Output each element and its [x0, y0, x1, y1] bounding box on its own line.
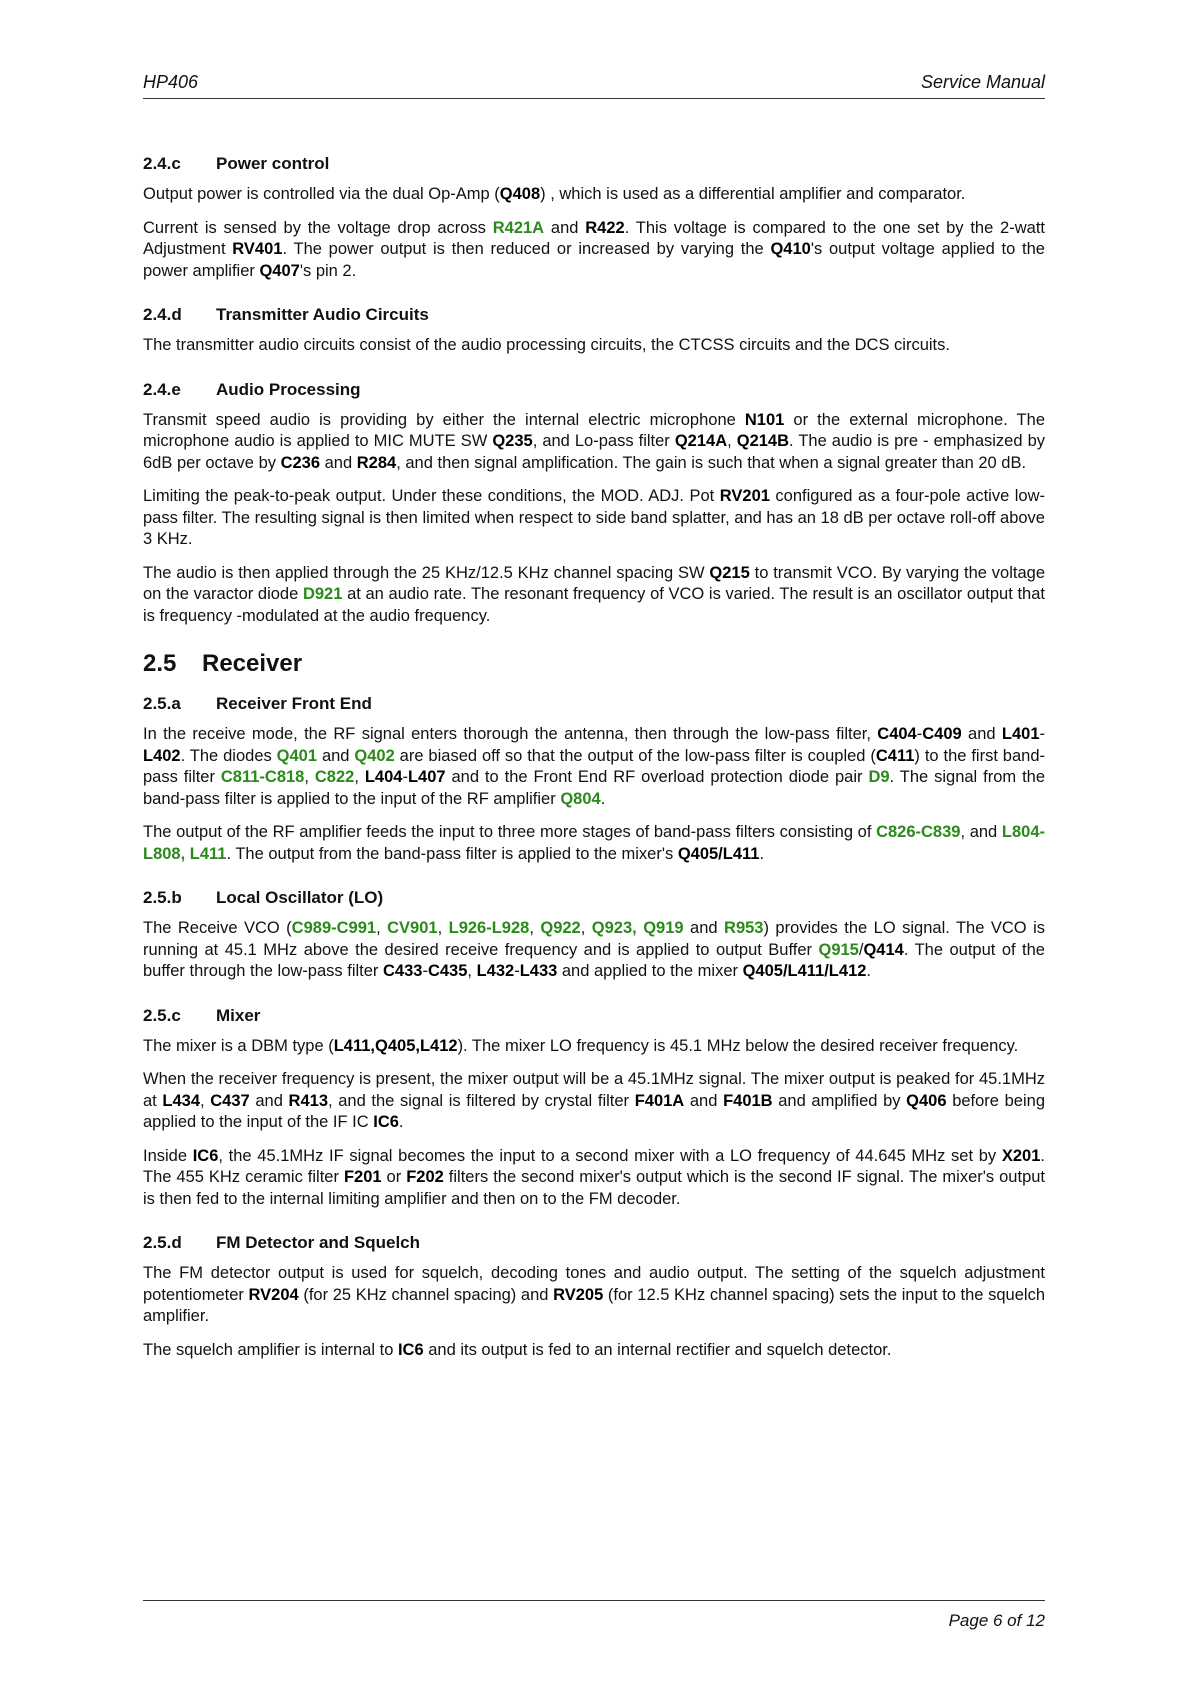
subsection-title: Receiver Front End: [216, 694, 372, 713]
text-run: . The output from the band-pass filter is applied to the mixer's: [226, 844, 678, 863]
paragraph: [143, 1069, 1045, 1134]
text-run: . The diodes: [180, 746, 277, 765]
text-run: .: [398, 1113, 404, 1131]
text-run: and applied to the mixer: [557, 962, 743, 980]
text-run: -: [422, 962, 428, 980]
subsection-heading: [143, 694, 1045, 714]
component-ref: L407: [407, 768, 446, 786]
component-ref: IC6: [192, 1146, 219, 1165]
paragraph: [143, 1146, 1045, 1211]
subsection-number: 2.4.c: [143, 154, 181, 173]
component-ref: C411: [875, 746, 915, 765]
text-run: Current is sensed by the voltage drop across: [143, 218, 493, 237]
component-ref: RV204: [248, 1285, 299, 1304]
paragraph: [143, 1036, 1045, 1058]
text-run: ,: [580, 919, 592, 937]
text-run: filters the second mixer's output which is the second IF signal. The mixer's output is then fed to the internal limiting amplifier and then on to the FM decoder.: [143, 1168, 1046, 1208]
subsection: [143, 1233, 1045, 1361]
text-run: and: [249, 1091, 289, 1110]
component-ref: RV205: [553, 1285, 604, 1304]
component-ref: Q214A: [674, 432, 728, 450]
text-run: ). The mixer LO frequency is 45.1 MHz below the desired receiver frequency.: [457, 1036, 1019, 1055]
text-run: or the external microphone. The microphone audio is applied to MIC MUTE SW: [143, 410, 1045, 450]
subsection-number: 2.5.d: [143, 1233, 182, 1252]
section-heading-receiver: [143, 650, 1045, 678]
subsection-heading: [143, 1006, 1045, 1026]
text-run: and to the Front End RF overload protection diode pair: [445, 768, 869, 786]
component-ref: L411,Q405,L412: [333, 1036, 458, 1055]
paragraph: [143, 486, 1045, 551]
text-run: ,: [467, 962, 477, 980]
component-ref: L432: [476, 962, 515, 980]
text-run: , and: [960, 823, 1002, 841]
page-footer: [143, 1600, 1045, 1630]
paragraph: [143, 1340, 1045, 1362]
text-run: , and Lo-pass filter: [532, 432, 675, 450]
component-ref-link: C826-C839: [876, 823, 961, 841]
component-ref: F202: [406, 1168, 444, 1186]
component-ref: Q405/L411: [677, 844, 760, 863]
component-ref: C409: [922, 725, 962, 743]
text-run: Inside: [143, 1146, 193, 1165]
subsection-heading: [143, 1233, 1045, 1253]
subsection-heading: [143, 380, 1045, 400]
component-ref: F201: [343, 1168, 382, 1186]
text-run: to transmit VCO. By varying the voltage on the varactor diode: [143, 563, 1045, 603]
section-title: Receiver: [202, 650, 303, 677]
subsection: [143, 694, 1045, 865]
component-ref: IC6: [373, 1113, 399, 1131]
subsection-number: 2.5.b: [143, 888, 182, 907]
text-run: ,: [376, 919, 388, 937]
component-ref: C435: [427, 962, 468, 980]
text-run: The Receive VCO (: [143, 919, 292, 937]
component-ref: X201: [1001, 1146, 1041, 1165]
component-ref: L401: [1001, 725, 1040, 743]
component-ref-link: C989-C991: [291, 919, 377, 937]
page-number: Page 6 of 12: [948, 1611, 1045, 1630]
component-ref: Q408: [499, 185, 541, 203]
text-run: (for 25 KHz channel spacing) and: [298, 1285, 554, 1304]
text-run: -: [1039, 725, 1045, 743]
text-run: ) to the first band-pass filter: [143, 746, 1046, 786]
component-ref-link: Q804: [560, 789, 601, 808]
text-run: Output power is controlled via the dual Op-Amp (: [143, 185, 500, 203]
subsection-heading: [143, 154, 1045, 174]
component-ref-link: Q923, Q919: [591, 919, 684, 937]
text-run: ,: [727, 432, 737, 450]
component-ref-link: Q915: [818, 940, 859, 959]
paragraph: [143, 1263, 1045, 1328]
component-ref: RV401: [232, 240, 283, 258]
component-ref-link: Q922: [540, 919, 581, 937]
subsection-title: Audio Processing: [216, 379, 361, 399]
subsection-title: Local Oscillator (LO): [216, 888, 384, 907]
subsection-title: Transmitter Audio Circuits: [216, 305, 429, 324]
component-ref: F401A: [634, 1091, 685, 1110]
component-ref-link: L804-L808, L411: [143, 823, 1045, 863]
component-ref: Q235: [492, 432, 533, 450]
text-run: The squelch amplifier is internal to: [143, 1340, 398, 1359]
text-run: ) , which is used as a differential amplifier and comparator.: [540, 185, 966, 203]
subsection-heading: [143, 305, 1045, 325]
text-run: -: [402, 768, 408, 786]
subsection: [143, 154, 1045, 282]
text-run: .: [600, 789, 606, 808]
text-run: and: [684, 1091, 724, 1110]
component-ref: Q405/L411/L412: [742, 962, 867, 980]
subsection: [143, 380, 1045, 628]
component-ref: RV201: [719, 487, 770, 505]
paragraph: [143, 918, 1045, 983]
component-ref: R413: [288, 1091, 328, 1110]
text-run: 's pin 2.: [299, 261, 357, 280]
component-ref-link: C822: [314, 768, 355, 786]
text-run: ,: [529, 919, 541, 937]
component-ref: R284: [356, 453, 397, 472]
subsection: [143, 305, 1045, 357]
text-run: and amplified by: [772, 1091, 907, 1110]
text-run: The mixer is a DBM type (: [143, 1036, 334, 1055]
page-content: [143, 154, 1045, 1384]
text-run: -: [514, 962, 520, 980]
text-run: The FM detector output is used for squelch, decoding tones and audio output. The setting of the squelch adjustment potentiometer: [143, 1264, 1045, 1304]
text-run: ) provides the LO signal. The VCO is running at 45.1 MHz above the desired receive frequency and is applied to output Buffer: [143, 919, 1046, 959]
text-run: , and then signal amplification. The gain is such that when a signal greater than 20 dB.: [396, 453, 1027, 472]
text-run: . The signal from the band-pass filter is applied to the input of the RF amplifier: [143, 768, 1046, 808]
text-run: before being applied to the input of the IF IC: [143, 1091, 1045, 1131]
component-ref-link: R421A: [492, 218, 545, 237]
component-ref: L402: [143, 746, 181, 765]
component-ref: Q215: [709, 563, 750, 582]
text-run: or: [381, 1168, 407, 1186]
text-run: -: [916, 725, 923, 743]
component-ref: Q407: [259, 261, 300, 280]
text-run: , the 45.1MHz IF signal becomes the input to a second mixer with a LO frequency of 44.645 MHz set by: [218, 1146, 1002, 1165]
text-run: . The audio is pre - emphasized by 6dB per octave by: [143, 432, 1045, 472]
text-run: (for 12.5 KHz channel spacing) sets the input to the squelch amplifier.: [143, 1285, 1045, 1325]
paragraph: [143, 724, 1045, 810]
text-run: and: [683, 919, 725, 937]
subsection-number: 2.4.d: [143, 305, 182, 324]
text-run: 's output voltage applied to the power amplifier: [143, 240, 1045, 280]
component-ref: Q406: [906, 1091, 947, 1110]
text-run: /: [858, 940, 864, 959]
component-ref: Q410: [770, 240, 811, 258]
subsection-title: Mixer: [216, 1005, 261, 1025]
component-ref-link: Q401: [276, 746, 318, 765]
component-ref: C437: [210, 1091, 250, 1110]
text-run: ,: [304, 768, 315, 786]
component-ref: L433: [519, 962, 558, 980]
subsection: [143, 888, 1045, 983]
component-ref: IC6: [397, 1340, 424, 1359]
header-doc-title: Service Manual: [920, 72, 1045, 92]
paragraph: [143, 822, 1045, 865]
subsection-title: Power control: [216, 154, 330, 173]
text-run: configured as a four-pole active low-pass filter. The resulting signal is then limited when respect to side band splatter, and has an 18 dB per octave roll-off above 3 KHz.: [143, 487, 1045, 548]
component-ref-link: Q402: [354, 746, 395, 765]
component-ref: N101: [744, 410, 785, 429]
component-ref: C433: [383, 962, 423, 980]
text-run: and: [961, 725, 1002, 743]
section-number: 2.5: [143, 650, 177, 677]
paragraph: [143, 218, 1045, 283]
text-run: In the receive mode, the RF signal enters thorough the antenna, then through the low-pass filter,: [143, 725, 878, 743]
text-run: . The power output is then reduced or increased by varying the: [282, 240, 771, 258]
paragraph: [143, 335, 1045, 357]
text-run: .: [759, 844, 765, 863]
text-run: ,: [354, 768, 365, 786]
text-run: . The 455 KHz ceramic filter: [143, 1146, 1045, 1186]
subsection-number: 2.5.c: [143, 1005, 181, 1025]
text-run: . This voltage is compared to the one set by the 2-watt Adjustment: [143, 218, 1045, 258]
subsection-number: 2.5.a: [143, 694, 181, 713]
text-run: and its output is fed to an internal rectifier and squelch detector.: [423, 1340, 892, 1359]
text-run: The audio is then applied through the 25 KHz/12.5 KHz channel spacing SW: [143, 563, 710, 582]
component-ref: L404: [364, 768, 403, 786]
component-ref-link: L926-L928: [448, 919, 530, 937]
subsection-number: 2.4.e: [143, 379, 181, 399]
text-run: The output of the RF amplifier feeds the input to three more stages of band-pass filters consisting of: [143, 823, 877, 841]
subsection: [143, 1006, 1045, 1211]
text-run: Transmit speed audio is providing by either the internal electric microphone: [143, 410, 745, 429]
subsection-heading: [143, 888, 1045, 908]
component-ref: Q214B: [736, 432, 790, 450]
component-ref: F401B: [723, 1091, 773, 1110]
text-run: at an audio rate. The resonant frequency of VCO is varied. The result is an oscillator output that is frequency -modulated at the audio frequency.: [143, 585, 1045, 625]
text-run: ,: [200, 1091, 211, 1110]
text-run: When the receiver frequency is present, the mixer output will be a 45.1MHz signal. The mixer output is peaked for 45.1MHz at: [143, 1070, 1045, 1110]
component-ref-link: R953: [724, 919, 764, 937]
component-ref: R422: [585, 218, 625, 237]
component-ref-link: D921: [302, 585, 343, 603]
text-run: The transmitter audio circuits consist of the audio processing circuits, the CTCSS circuits and the DCS circuits.: [143, 336, 950, 354]
text-run: and: [544, 218, 586, 237]
component-ref-link: CV901: [387, 919, 438, 937]
text-run: . The output of the buffer through the low-pass filter: [143, 940, 1045, 980]
component-ref: C404: [877, 725, 917, 743]
text-run: and: [320, 453, 357, 472]
component-ref: L434: [162, 1091, 201, 1110]
component-ref: Q414: [863, 940, 904, 959]
text-run: are biased off so that the output of the low-pass filter is coupled (: [394, 746, 876, 765]
text-run: Limiting the peak-to-peak output. Under these conditions, the MOD. ADJ. Pot: [143, 487, 720, 505]
component-ref-link: D9: [868, 768, 890, 786]
component-ref-link: C811-C818: [220, 768, 305, 786]
paragraph: [143, 184, 1045, 206]
text-run: and: [317, 746, 355, 765]
page-header: [143, 70, 1045, 99]
component-ref: C236: [280, 453, 321, 472]
paragraph: [143, 563, 1045, 628]
subsection-title: FM Detector and Squelch: [216, 1233, 421, 1252]
paragraph: [143, 410, 1045, 475]
text-run: .: [866, 962, 872, 980]
text-run: , and the signal is filtered by crystal filter: [328, 1091, 635, 1110]
text-run: ,: [437, 919, 449, 937]
header-model: HP406: [143, 72, 199, 92]
